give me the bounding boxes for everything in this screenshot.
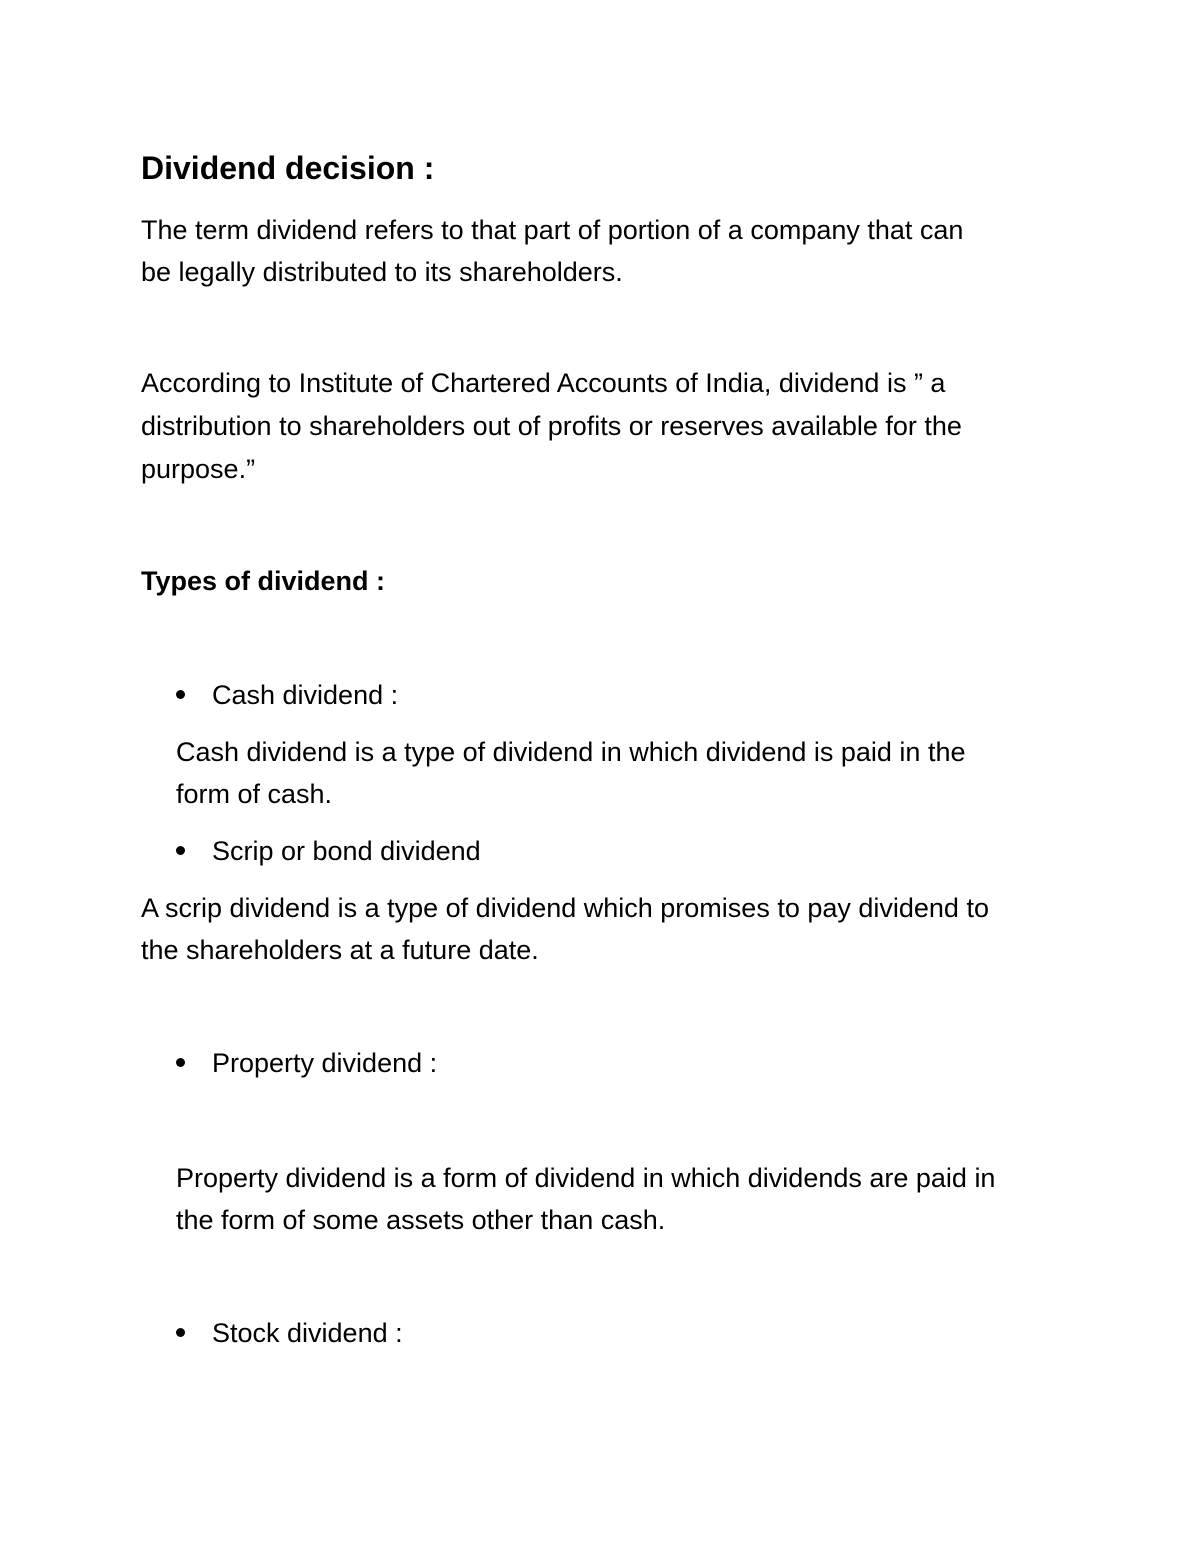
bullet-item-stock bbox=[176, 1312, 776, 1354]
bullet-label-cash: Cash dividend : bbox=[212, 680, 399, 710]
intro-line-1: The term dividend refers to that part of portion of a company that can bbox=[141, 215, 964, 245]
scrip-desc-line-2: the shareholders at a future date. bbox=[141, 935, 539, 965]
cash-desc-line-2: form of cash. bbox=[176, 779, 333, 809]
bullet-label-property: Property dividend : bbox=[212, 1048, 438, 1078]
bullet-item-property bbox=[176, 1042, 776, 1084]
definition-line-3: purpose.” bbox=[141, 454, 256, 484]
property-desc-line-2: the form of some assets other than cash. bbox=[176, 1205, 666, 1235]
definition-line-1: According to Institute of Chartered Accounts of India, dividend is ” a bbox=[141, 368, 946, 398]
bullet-item-scrip bbox=[176, 830, 776, 872]
cash-desc-line-1: Cash dividend is a type of dividend in which dividend is paid in the bbox=[176, 737, 966, 767]
bullet-dot-icon bbox=[176, 1058, 185, 1067]
bullet-item-cash bbox=[176, 674, 776, 716]
types-heading: Types of dividend : bbox=[141, 566, 386, 596]
property-desc-line-1: Property dividend is a form of dividend in which dividends are paid in bbox=[176, 1163, 996, 1193]
bullet-dot-icon bbox=[176, 846, 185, 855]
page-title: Dividend decision : bbox=[141, 150, 435, 186]
intro-line-2: be legally distributed to its shareholders. bbox=[141, 257, 623, 287]
bullet-label-scrip: Scrip or bond dividend bbox=[212, 836, 481, 866]
definition-line-2: distribution to shareholders out of profits or reserves available for the bbox=[141, 411, 962, 441]
bullet-dot-icon bbox=[176, 1328, 185, 1337]
bullet-dot-icon bbox=[176, 690, 185, 699]
scrip-desc-line-1: A scrip dividend is a type of dividend which promises to pay dividend to bbox=[141, 893, 989, 923]
bullet-label-stock: Stock dividend : bbox=[212, 1318, 403, 1348]
